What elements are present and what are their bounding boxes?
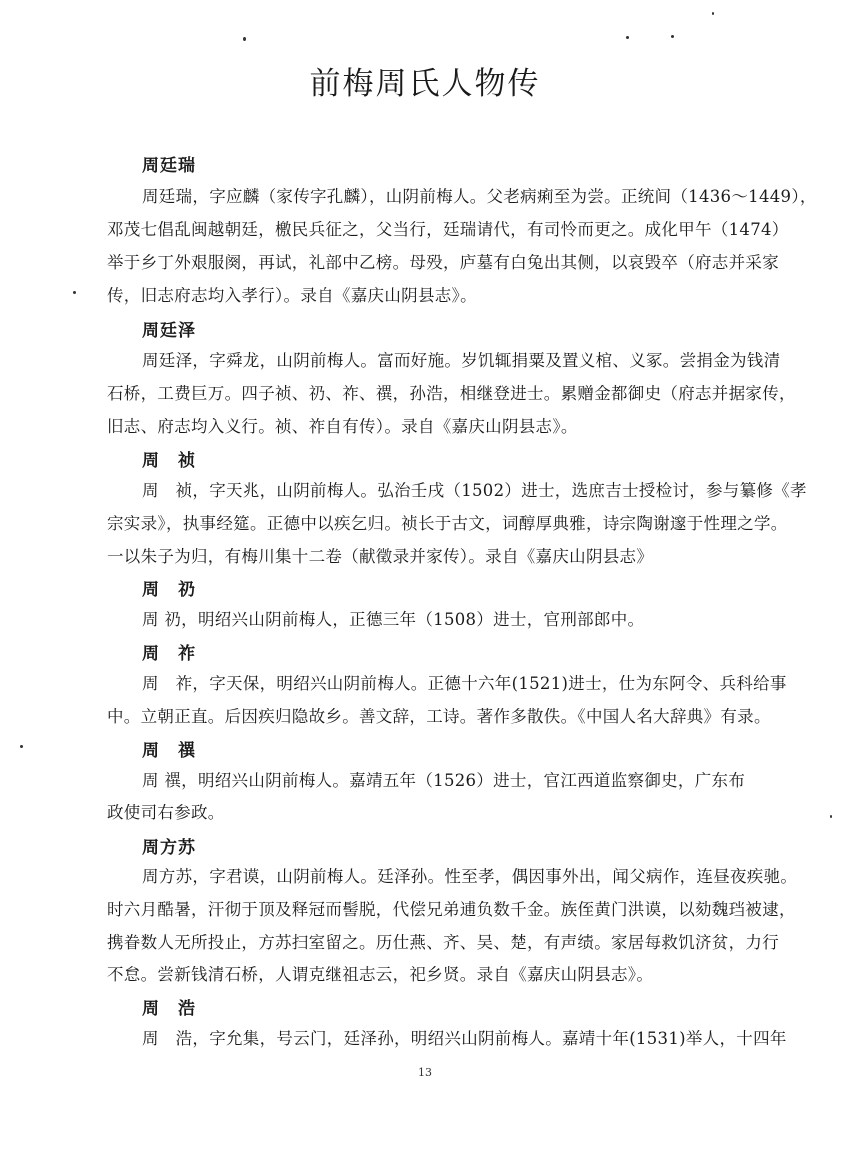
body-line: 周 祯，字天兆，山阴前梅人。弘治壬戌（1502）进士，选庶吉士授检讨，参与纂修《孝 bbox=[142, 481, 807, 500]
body-line: 政使司右参政。 bbox=[107, 803, 225, 822]
body-line: 周 礽，明绍兴山阴前梅人，正德三年（1508）进士，官刑部郎中。 bbox=[142, 610, 645, 629]
scan-speck bbox=[712, 12, 714, 15]
section-heading: 周廷泽 bbox=[142, 321, 196, 341]
body-line: 不怠。尝新钱清石桥，人谓克继祖志云，祀乡贤。录自《嘉庆山阴县志》。 bbox=[107, 965, 654, 984]
body-line: 携眷数人无所投止，方苏扫室留之。历仕燕、齐、吴、楚，有声绩。家居每救饥济贫，力行 bbox=[107, 933, 779, 952]
scan-speck bbox=[626, 36, 629, 39]
section-heading: 周 祚 bbox=[142, 644, 196, 664]
body-line: 举于乡丁外艰服阕，再试，礼部中乙榜。母殁，庐墓有白兔出其侧，以哀毁卒（府志并采家 bbox=[107, 253, 779, 272]
scan-speck bbox=[73, 291, 76, 294]
scan-speck bbox=[243, 37, 246, 41]
scan-speck bbox=[671, 35, 674, 38]
section-heading: 周廷瑞 bbox=[142, 156, 196, 176]
body-line: 周方苏，字君谟，山阴前梅人。廷泽孙。性至孝，偶因事外出，闻父病作，连昼夜疾驰。 bbox=[142, 867, 798, 886]
body-line: 旧志、府志均入义行。祯、祚自有传）。录自《嘉庆山阴县志》。 bbox=[107, 417, 578, 436]
section-heading: 周 礽 bbox=[142, 580, 196, 600]
section-heading: 周方苏 bbox=[142, 838, 196, 858]
page-title: 前梅周氏人物传 bbox=[309, 66, 541, 102]
section-heading: 周 浩 bbox=[142, 999, 196, 1019]
body-line: 周 浩，字允集，号云门，廷泽孙，明绍兴山阴前梅人。嘉靖十年(1531)举人，十四年 bbox=[142, 1029, 787, 1048]
section-heading: 周 禩 bbox=[142, 741, 196, 761]
body-line: 中。立朝正直。后因疾归隐故乡。善文辞，工诗。著作多散佚。《中国人名大辞典》有录。 bbox=[107, 707, 771, 726]
body-line: 石桥，工费巨万。四子祯、礽、祚、禩，孙浩，相继登进士。累赠金都御史（府志并据家传， bbox=[107, 384, 796, 403]
scan-speck bbox=[20, 745, 23, 748]
body-line: 一以朱子为归，有梅川集十二卷（献徵录并家传）。录自《嘉庆山阴县志》 bbox=[107, 547, 654, 566]
body-line: 周 禩，明绍兴山阴前梅人。嘉靖五年（1526）进士，官江西道监察御史，广东布 bbox=[142, 771, 746, 790]
body-line: 时六月酷暑，汗彻于顶及释冠而髻脱，代偿兄弟逋负数千金。族侄黄门洪谟，以劾魏珰被逮， bbox=[107, 900, 796, 919]
body-line: 周 祚，字天保，明绍兴山阴前梅人。正德十六年(1521)进士，仕为东阿令、兵科给事 bbox=[142, 674, 787, 693]
page-number: 13 bbox=[418, 1066, 432, 1079]
body-line: 宗实录》，执事经筵。正德中以疾乞归。祯长于古文，词醇厚典雅，诗宗陶谢邃于性理之学。 bbox=[107, 514, 788, 533]
scan-speck bbox=[830, 815, 832, 818]
body-line: 邓茂七倡乱闽越朝廷，檄民兵征之，父当行，廷瑞请代，有司怜而更之。成化甲午（1474） bbox=[107, 220, 789, 239]
body-line: 传，旧志府志均入孝行）。录自《嘉庆山阴县志》。 bbox=[107, 286, 477, 305]
section-heading: 周 祯 bbox=[142, 451, 196, 471]
body-line: 周廷泽，字舜龙，山阴前梅人。富而好施。岁饥辄捐粟及置义棺、义冢。尝捐金为钱清 bbox=[142, 351, 781, 370]
body-line: 周廷瑞，字应麟（家传字孔麟），山阴前梅人。父老病痢至为尝。正统间（1436～1449）， bbox=[142, 187, 817, 206]
